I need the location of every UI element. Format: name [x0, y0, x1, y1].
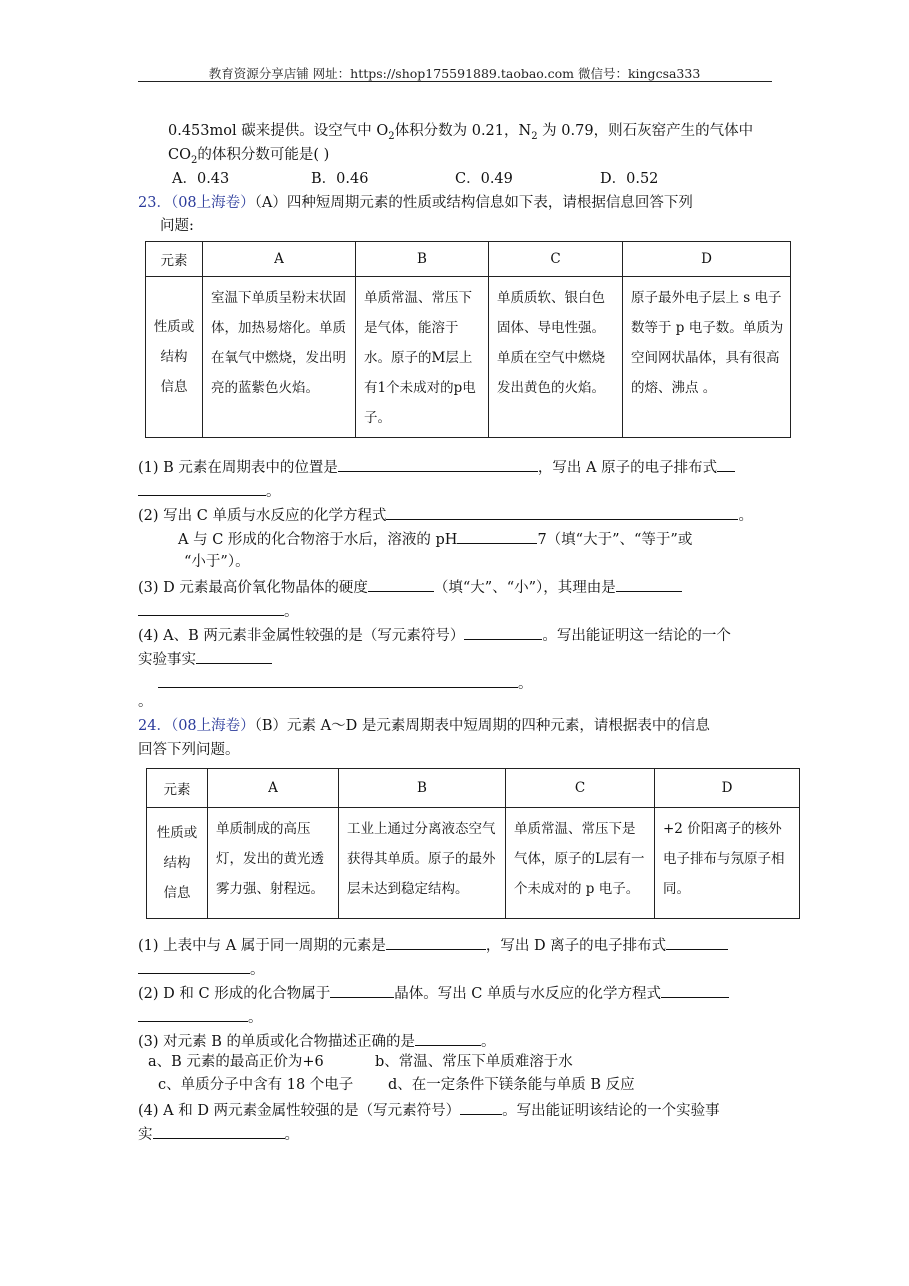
q22-option-b: B．0.46 [311, 171, 369, 187]
q24-col-b: B [339, 769, 506, 808]
answer-blank[interactable] [138, 481, 266, 496]
q23-sub4-line: 。 [158, 673, 533, 693]
q24-sub2: (2) D 和 C 形成的化合物属于 晶体。写出 C 单质与水反应的化学方程式 [138, 983, 729, 1003]
answer-blank[interactable] [330, 983, 394, 998]
q23-table [145, 241, 791, 438]
q24-cell-a: 单质制成的高压灯，发出的黄光透雾力强、射程远。 [208, 808, 339, 919]
q23-sub2-ph: A 与 C 形成的化合物溶于水后，溶液的 pH 7（填“大于”、“等于”或 [178, 529, 692, 549]
q23-cell-a: 室温下单质呈粉末状固体，加热易熔化。单质在氧气中燃烧，发出明亮的蓝紫色火焰。 [203, 277, 356, 438]
q23-intro: 23．（08上海卷）（A）四种短周期元素的性质或结构信息如下表，请根据信息回答下列 [138, 195, 693, 211]
answer-blank[interactable] [338, 457, 538, 472]
q23-sub3: (3) D 元素最高价氧化物晶体的硬度 （填“大”、“小”），其理由是 [138, 577, 682, 597]
q23-table-corner: 元素 [146, 242, 203, 277]
q23-col-d: D [623, 242, 791, 277]
q22-line2: $CO_2$的体积分数可能是( ) [168, 147, 330, 166]
answer-blank[interactable] [368, 577, 434, 592]
q22-option-c: C．0.49 [455, 171, 513, 187]
q24-opt-b: b、常温、常压下单质难溶于水 [375, 1054, 573, 1070]
q24-opt-a: a、B 元素的最高正价为+6 [148, 1054, 324, 1070]
answer-blank[interactable] [138, 959, 250, 974]
q24-opt-d: d、在一定条件下镁条能与单质 B 反应 [388, 1077, 635, 1093]
header-divider [138, 81, 772, 82]
answer-blank[interactable] [661, 983, 729, 998]
answer-blank[interactable] [138, 1007, 248, 1022]
q23-sub1-cont: 。 [138, 481, 281, 501]
q23-sub2-ph-cont: “小于”）。 [184, 554, 250, 570]
q24-col-d: D [655, 769, 800, 808]
q23-sub3-cont: 。 [138, 601, 299, 621]
q23-sub4-cont: 实验事实 [138, 649, 272, 669]
q23-sub4: (4) A、B 两元素非金属性较强的是（写元素符号） 。写出能证明这一结论的一个 [138, 625, 731, 645]
q24-intro: 24．（08上海卷）（B）元素 A～D 是元素周期表中短周期的四种元素，请根据表中的信息 [138, 718, 710, 734]
page-header: 教育资源分享店铺 网址：https://shop175591889.taobao.com 微信号：kingcsa333 [208, 66, 701, 81]
q22-option-a: A．0.43 [172, 171, 230, 187]
q24-cell-b: 工业上通过分离液态空气获得其单质。原子的最外层未达到稳定结构。 [339, 808, 506, 919]
q24-col-c: C [506, 769, 655, 808]
answer-blank[interactable] [460, 1100, 502, 1115]
q24-sub1-cont: 。 [138, 959, 265, 979]
answer-blank[interactable] [616, 577, 682, 592]
q23-intro-2: 问题: [160, 218, 194, 234]
answer-blank[interactable] [386, 505, 738, 520]
q23-sub1: (1) B 元素在周期表中的位置是 ，写出 A 原子的电子排布式 [138, 457, 735, 477]
q24-intro-2: 回答下列问题。 [138, 742, 240, 758]
q24-sub3: (3) 对元素 B 的单质或化合物描述正确的是 。 [138, 1031, 496, 1051]
answer-blank[interactable] [386, 935, 486, 950]
q22-line1: 0.453mol 碳来提供。设空气中 $O_2$体积分数为 0.21，$N_2$ 为 0.79，则石灰窑产生的气体中 [168, 123, 754, 142]
answer-blank[interactable] [666, 935, 728, 950]
q23-col-b: B [356, 242, 489, 277]
q24-cell-c: 单质常温、常压下是气体，原子的L层有一个未成对的 p 电子。 [506, 808, 655, 919]
q22-option-d: D．0.52 [600, 171, 659, 187]
q23-col-a: A [203, 242, 356, 277]
q24-cell-d: +2 价阳离子的核外电子排布与氖原子相同。 [655, 808, 800, 919]
q24-table [146, 768, 800, 919]
q23-cell-c: 单质质软、银白色固体、导电性强。单质在空气中燃烧发出黄色的火焰。 [489, 277, 623, 438]
answer-blank[interactable] [717, 457, 735, 472]
answer-blank[interactable] [138, 601, 284, 616]
q23-col-c: C [489, 242, 623, 277]
q23-sub2: (2) 写出 C 单质与水反应的化学方程式 。 [138, 505, 753, 525]
answer-blank[interactable] [457, 529, 537, 544]
q23-row-label: 性质或 结构 信息 [146, 277, 203, 438]
answer-blank[interactable] [196, 649, 272, 664]
q23-cell-d: 原子最外电子层上 s 电子数等于 p 电子数。单质为空间网状晶体，具有很高的熔、沸点 。 [623, 277, 791, 438]
q24-sub4: (4) A 和 D 两元素金属性较强的是（写元素符号） 。写出能证明该结论的一个实验事 [138, 1100, 720, 1120]
answer-blank[interactable] [153, 1124, 285, 1139]
q23-trailing-dot: 。 [138, 694, 153, 710]
q24-sub4-cont: 实 。 [138, 1124, 299, 1144]
answer-blank[interactable] [158, 673, 518, 688]
answer-blank[interactable] [464, 625, 542, 640]
q24-row-label: 性质或 结构 信息 [147, 808, 208, 919]
q23-cell-b: 单质常温、常压下是气体，能溶于水。原子的M层上有1个未成对的p电子。 [356, 277, 489, 438]
q24-opt-c: c、单质分子中含有 18 个电子 [158, 1077, 354, 1093]
q24-sub2-cont: 。 [138, 1007, 263, 1027]
q24-sub1: (1) 上表中与 A 属于同一周期的元素是 ，写出 D 离子的电子排布式 [138, 935, 728, 955]
q24-col-a: A [208, 769, 339, 808]
q24-table-corner: 元素 [147, 769, 208, 808]
answer-blank[interactable] [415, 1031, 481, 1046]
